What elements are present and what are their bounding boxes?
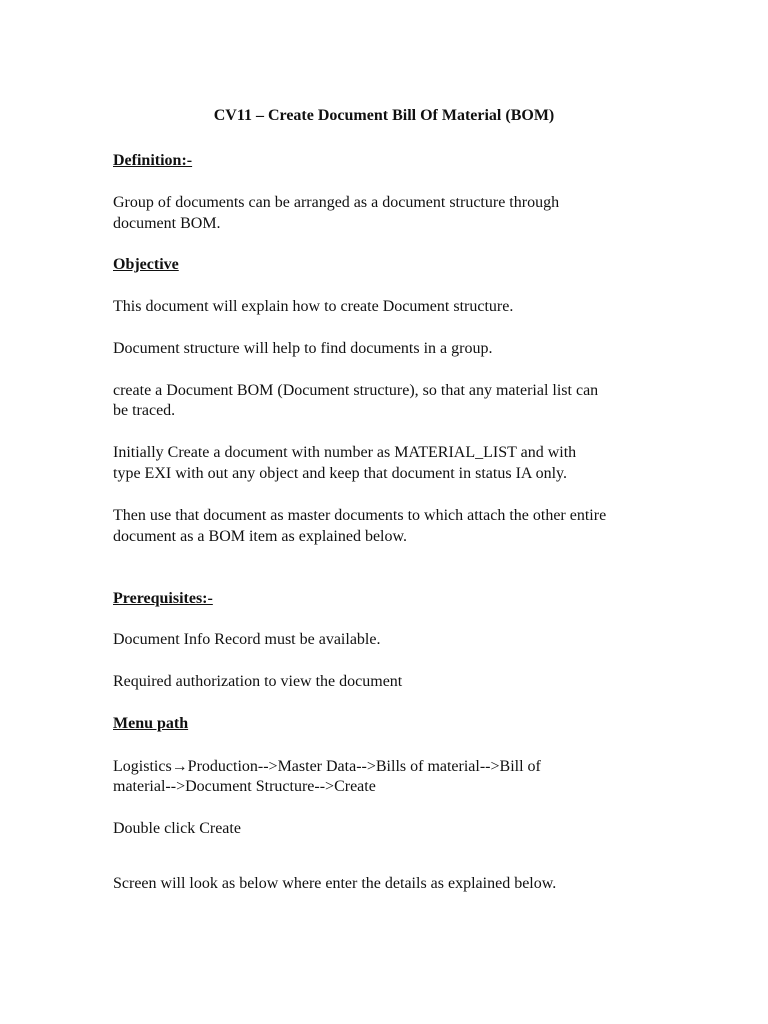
objective-heading: Objective bbox=[113, 256, 179, 273]
prerequisites-heading: Prerequisites:- bbox=[113, 590, 213, 607]
definition-text-line-2: document BOM. bbox=[113, 215, 221, 232]
objective-paragraph-4-line-2: type EXI with out any object and keep that document in status IA only. bbox=[113, 465, 567, 482]
menu-path-line-1: Logistics→Production-->Master Data-->Bills of material-->Bill of bbox=[113, 758, 541, 775]
prerequisite-item-1: Document Info Record must be available. bbox=[113, 631, 381, 648]
prerequisite-item-2: Required authorization to view the document bbox=[113, 673, 403, 690]
instruction-screen: Screen will look as below where enter the details as explained below. bbox=[113, 875, 557, 892]
definition-text-line-1: Group of documents can be arranged as a document structure through bbox=[113, 194, 560, 211]
objective-paragraph-2: Document structure will help to find documents in a group. bbox=[113, 340, 493, 357]
menu-path-line-2: material-->Document Structure-->Create bbox=[113, 778, 376, 795]
objective-paragraph-3-line-2: be traced. bbox=[113, 402, 176, 419]
menu-path-heading: Menu path bbox=[113, 715, 189, 732]
objective-paragraph-1: This document will explain how to create Document structure. bbox=[113, 298, 514, 315]
objective-paragraph-4-line-1: Initially Create a document with number as MATERIAL_LIST and with bbox=[113, 444, 577, 461]
objective-paragraph-5-line-1: Then use that document as master documents to which attach the other entire bbox=[113, 507, 607, 524]
objective-paragraph-5-line-2: document as a BOM item as explained below. bbox=[113, 528, 407, 545]
page-title: CV11 – Create Document Bill Of Material (BOM) bbox=[213, 107, 555, 124]
definition-heading: Definition:- bbox=[113, 152, 193, 169]
objective-paragraph-3-line-1: create a Document BOM (Document structure), so that any material list can bbox=[113, 382, 599, 399]
instruction-double-click: Double click Create bbox=[113, 820, 241, 837]
